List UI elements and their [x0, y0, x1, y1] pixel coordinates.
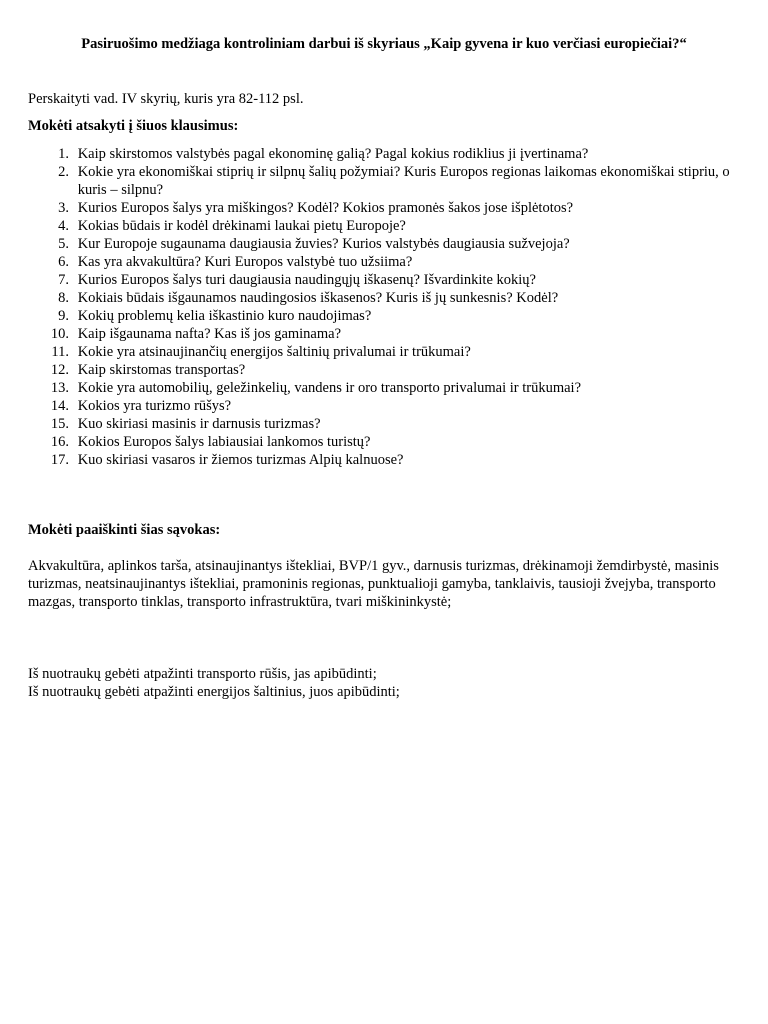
- intro-text: Perskaityti vad. IV skyrių, kuris yra 82-112 psl.: [28, 91, 304, 107]
- list-item: [28, 397, 748, 415]
- list-item: [28, 271, 748, 289]
- question-number: 2.: [58, 164, 69, 180]
- question-text: Kokios Europos šalys labiausiai lankomos turistų?: [77, 434, 371, 450]
- question-text: Kokios yra turizmo rūšys?: [77, 398, 232, 414]
- list-item: [28, 253, 748, 271]
- document-title: Pasiruošimo medžiaga kontroliniam darbui iš skyriaus „Kaip gyvena ir kuo verčiasi europiečiai?“: [81, 36, 687, 52]
- question-text: Kaip skirstomos valstybės pagal ekonominę galią? Pagal kokius rodiklius ji įvertinama?: [77, 146, 589, 162]
- question-text: Kas yra akvakultūra? Kuri Europos valstybė tuo užsiima?: [77, 254, 413, 270]
- question-number: 13.: [50, 380, 69, 396]
- question-text: Kokie yra ekonomiškai stiprių ir silpnų šalių požymiai? Kuris Europos regionas laikomas ekonomiškai stipriu, o kuris – silpnu?: [77, 164, 730, 198]
- list-item: [28, 343, 748, 361]
- question-number: 15.: [50, 416, 69, 432]
- list-item: [28, 217, 748, 235]
- question-number: 1.: [58, 146, 69, 162]
- question-text: Kuo skiriasi masinis ir darnusis turizmas?: [77, 416, 321, 432]
- list-item: [28, 163, 748, 199]
- list-item: [28, 325, 748, 343]
- list-item: [28, 145, 748, 163]
- question-number: 3.: [58, 200, 69, 216]
- question-text: Kokių problemų kelia iškastinio kuro naudojimas?: [77, 308, 372, 324]
- list-item: [28, 451, 748, 469]
- question-number: 8.: [58, 290, 69, 306]
- question-text: Kokias būdais ir kodėl drėkinami laukai pietų Europoje?: [77, 218, 406, 234]
- question-number: 12.: [50, 362, 69, 378]
- question-number: 14.: [50, 398, 69, 414]
- list-item: [28, 361, 748, 379]
- photo-tasks: [28, 665, 400, 701]
- list-item: [28, 433, 748, 451]
- question-number: 5.: [58, 236, 69, 252]
- list-item: [28, 289, 748, 307]
- question-number: 6.: [58, 254, 69, 270]
- question-text: Kaip skirstomas transportas?: [77, 362, 246, 378]
- question-text: Kaip išgaunama nafta? Kas iš jos gaminama?: [77, 326, 342, 342]
- list-item: [28, 379, 748, 397]
- list-item: [28, 415, 748, 433]
- question-text: Kokie yra automobilių, geležinkelių, vandens ir oro transporto privalumai ir trūkumai?: [77, 380, 582, 396]
- list-item: [28, 307, 748, 325]
- question-number: 4.: [58, 218, 69, 234]
- question-number: 17.: [50, 452, 69, 468]
- question-text: Kuo skiriasi vasaros ir žiemos turizmas Alpių kalnuose?: [77, 452, 404, 468]
- question-number: 11.: [51, 344, 69, 360]
- question-text: Kokie yra atsinaujinančių energijos šaltinių privalumai ir trūkumai?: [77, 344, 471, 360]
- terms-heading: Mokėti paaiškinti šias sąvokas:: [28, 522, 221, 538]
- question-text: Kurios Europos šalys yra miškingos? Kodėl? Kokios pramonės šakos jose išplėtotos?: [77, 200, 574, 216]
- questions-list: [28, 145, 748, 469]
- list-item: [28, 235, 748, 253]
- questions-heading: Mokėti atsakyti į šiuos klausimus:: [28, 118, 239, 134]
- question-number: 10.: [50, 326, 69, 342]
- photo-task-transport: Iš nuotraukų gebėti atpažinti transporto rūšis, jas apibūdinti;: [28, 666, 377, 682]
- photo-task-energy: Iš nuotraukų gebėti atpažinti energijos šaltinius, juos apibūdinti;: [28, 684, 400, 700]
- question-text: Kur Europoje sugaunama daugiausia žuvies? Kurios valstybės daugiausia sužvejoja?: [77, 236, 570, 252]
- question-number: 7.: [58, 272, 69, 288]
- question-number: 9.: [58, 308, 69, 324]
- question-number: 16.: [50, 434, 69, 450]
- terms-paragraph: Akvakultūra, aplinkos tarša, atsinaujinantys ištekliai, BVP/1 gyv., darnusis turizmas, drėkinamoji žemdirbystė, masinis turizmas, neatsinaujinantys ištekliai, pramoninis regionas, punktualioji gamyba, tanklaivis, tausioji žvejyba, transporto mazgas, transporto tinklas, transporto infrastruktūra, tvari miškininkystė;: [28, 558, 719, 610]
- question-text: Kurios Europos šalys turi daugiausia naudingųjų iškasenų? Išvardinkite kokių?: [77, 272, 536, 288]
- question-text: Kokiais būdais išgaunamos naudingosios iškasenos? Kuris iš jų sunkesnis? Kodėl?: [77, 290, 559, 306]
- list-item: [28, 199, 748, 217]
